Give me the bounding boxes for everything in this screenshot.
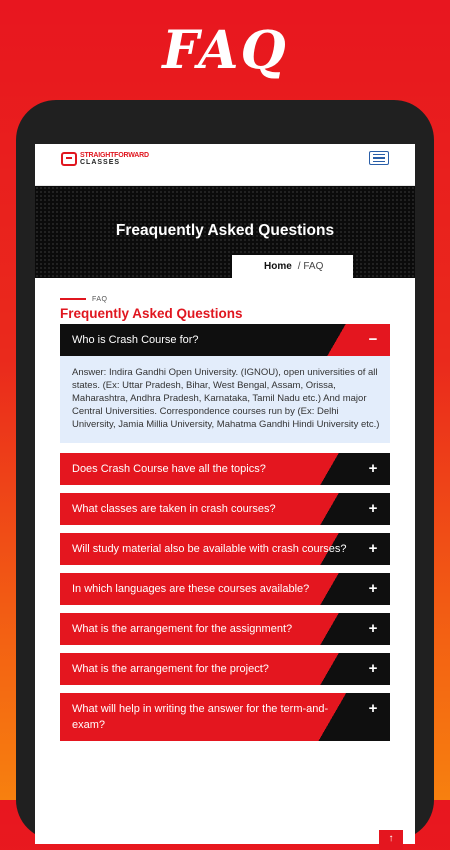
faq-list [60, 324, 390, 741]
logo-text-bottom: CLASSES [80, 159, 121, 166]
app-header [35, 144, 415, 186]
section-eyebrow [60, 294, 390, 304]
eyebrow-divider [60, 298, 86, 300]
arrow-up-icon: ↑ [388, 833, 394, 844]
faq-item [60, 653, 390, 685]
faq-item [60, 573, 390, 605]
app-screen [35, 144, 415, 844]
faq-question: What classes are taken in crash courses? [72, 503, 276, 515]
faq-question: In which languages are these courses available? [72, 583, 310, 595]
scroll-to-top-button[interactable] [379, 830, 403, 850]
expand-icon: + [368, 580, 378, 597]
faq-question-button[interactable] [60, 533, 390, 565]
expand-icon: + [368, 660, 378, 677]
logo-icon [61, 152, 77, 166]
faq-question-button[interactable] [60, 653, 390, 685]
faq-item [60, 453, 390, 485]
faq-item [60, 693, 390, 741]
faq-question-button[interactable] [60, 453, 390, 485]
section-title: Frequently Asked Questions [60, 306, 243, 321]
faq-question: Will study material also be available with crash courses? [72, 543, 347, 555]
faq-question-button[interactable] [60, 324, 390, 356]
page-banner [35, 186, 415, 278]
menu-icon [373, 154, 385, 156]
expand-icon: + [368, 460, 378, 477]
faq-question-button[interactable] [60, 693, 390, 741]
eyebrow-label: FAQ [92, 295, 108, 303]
breadcrumb-current: / FAQ [297, 261, 324, 272]
faq-question: What is the arrangement for the assignment? [72, 623, 293, 635]
faq-question: What is the arrangement for the project? [72, 663, 269, 675]
faq-answer: Answer: Indira Gandhi Open University. (IGNOU), open universities of all states. (Ex: Uttar Pradesh, Bihar, West Bengal, Assam, Orissa, Maharashtra, Andhra Pradesh, Karnataka, Tamil Nadu etc.) And major Central Universities. Correspondence courses run by (Ex: Delhi University, Jamia Millia University, Mahatma Gandhi Hindi University etc.) [60, 356, 390, 443]
breadcrumb-home-link[interactable]: Home [264, 261, 292, 272]
brand-logo[interactable] [61, 149, 149, 169]
faq-section [35, 278, 415, 741]
faq-item [60, 324, 390, 443]
page-title: Freaquently Asked Questions [115, 222, 335, 239]
faq-item [60, 613, 390, 645]
expand-icon: + [368, 700, 378, 717]
faq-question-button[interactable] [60, 613, 390, 645]
faq-question: What will help in writing the answer for the term-and-exam? [72, 703, 329, 731]
faq-question-button[interactable] [60, 493, 390, 525]
faq-question: Does Crash Course have all the topics? [72, 463, 266, 475]
faq-question-button[interactable] [60, 573, 390, 605]
expand-icon: + [368, 620, 378, 637]
logo-text-top: STRAIGHTFORWARD [80, 152, 149, 159]
breadcrumb [232, 255, 353, 278]
faq-item [60, 493, 390, 525]
faq-question: Who is Crash Course for? [72, 334, 199, 346]
promo-title: FAQ [162, 20, 288, 81]
collapse-icon: − [368, 331, 378, 348]
expand-icon: + [368, 540, 378, 557]
expand-icon: + [368, 500, 378, 517]
phone-frame [16, 100, 434, 844]
faq-item [60, 533, 390, 565]
hamburger-menu-button[interactable] [369, 151, 389, 165]
